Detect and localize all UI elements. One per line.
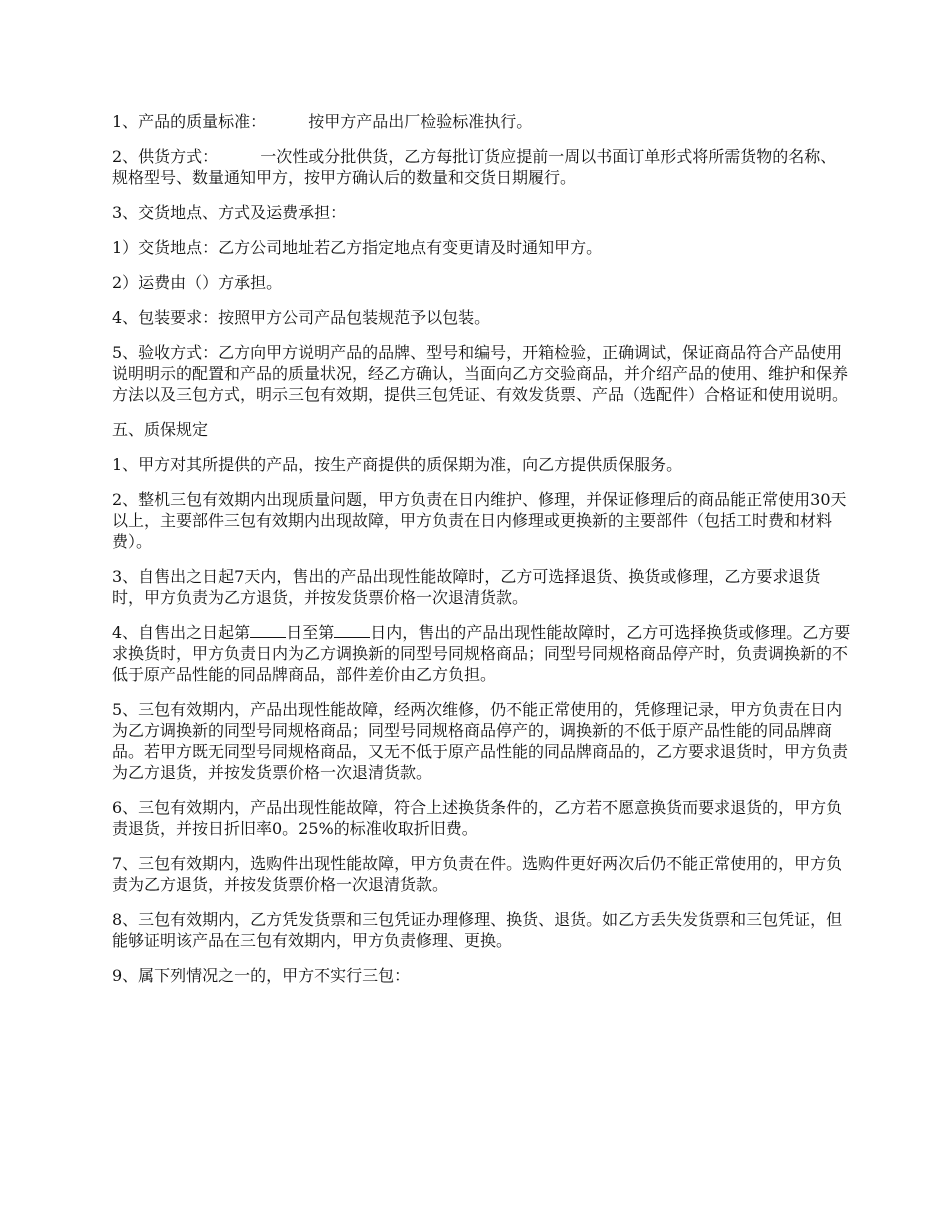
warranty-clause-7: 7、三包有效期内，选购件出现性能故障，甲方负责在件。选购件更好两次后仍不能正常使用的，甲方负责为乙方退货，并按发货票价格一次退清货款。 <box>112 854 843 894</box>
clause-text: 按甲方产品出厂检验标准执行。 <box>308 112 533 131</box>
clause-freight: 2）运费由（）方承担。 <box>112 273 283 292</box>
clause-label: 2、供货方式： <box>112 147 219 166</box>
clause-packaging: 4、包装要求：按照甲方公司产品包装规范予以包装。 <box>112 308 491 327</box>
clause-quality-standard <box>112 111 852 132</box>
clause-supply-method <box>112 146 852 188</box>
warranty-clause-6: 6、三包有效期内，产品出现性能故障，符合上述换货条件的，乙方若不愿意换货而要求退货的，甲方负责退货，并按日折旧率0。25%的标准收取折旧费。 <box>112 798 843 838</box>
warranty-clause-4 <box>112 622 852 685</box>
clause-text: 日至第 <box>286 623 335 642</box>
clause-delivery-heading: 3、交货地点、方式及运费承担： <box>112 203 347 222</box>
warranty-clause-5: 5、三包有效期内，产品出现性能故障，经两次维修，仍不能正常使用的，凭修理记录，甲方负责在日内为乙方调换新的同型号同规格商品；同型号同规格商品停产的，调换新的不低于原产品性能的同品牌商品。若甲方既无同型号同规格商品，又无不低于原产品性能的同品牌商品的，乙方要求退货时，甲方负责为乙方退货，并按发货票价格一次退清货款。 <box>112 700 849 782</box>
document-page <box>112 111 852 1000</box>
clause-delivery-location: 1）交货地点：乙方公司地址若乙方指定地点有变更请及时通知甲方。 <box>112 238 603 257</box>
section-heading-warranty: 五、质保规定 <box>112 420 209 439</box>
warranty-clause-9: 9、属下列情况之一的，甲方不实行三包： <box>112 966 411 985</box>
clause-text: 一次性或分批供货，乙方每批订货应提前一周以书面订单形式将所需货物的名称、规格型号、数量通知甲方，按甲方确认后的数量和交货日期履行。 <box>112 147 837 187</box>
warranty-clause-1: 1、甲方对其所提供的产品，按生产商提供的质保期为准，向乙方提供质保服务。 <box>112 455 683 474</box>
blank-field <box>334 623 370 638</box>
clause-text: 日内，售出的产品出现性能故障时，乙方可选择换货或修理。乙方要求换货时，甲方负责日内为乙方调换新的同型号同规格商品；同型号同规格商品停产时，负责调换新的不低于原产品性能的同品牌商品，部件差价由乙方负担。 <box>112 623 851 684</box>
warranty-clause-3: 3、自售出之日起7天内，售出的产品出现性能故障时，乙方可选择退货、换货或修理，乙方要求退货时，甲方负责为乙方退货，并按发货票价格一次退清货款。 <box>112 567 821 607</box>
clause-label: 1、产品的质量标准： <box>112 112 267 131</box>
warranty-clause-8: 8、三包有效期内，乙方凭发货票和三包凭证办理修理、换货、退货。如乙方丢失发货票和三包凭证，但能够证明该产品在三包有效期内，甲方负责修理、更换。 <box>112 910 843 950</box>
clause-acceptance: 5、验收方式：乙方向甲方说明产品的品牌、型号和编号，开箱检验，正确调试，保证商品符合产品使用说明明示的配置和产品的质量状况，经乙方确认，当面向乙方交验商品，并介绍产品的使用、维护和保养方法以及三包方式，明示三包有效期，提供三包凭证、有效发货票、产品（选配件）合格证和使用说明。 <box>112 343 849 404</box>
blank-field <box>250 623 286 638</box>
warranty-clause-2: 2、整机三包有效期内出现质量问题，甲方负责在日内维护、修理，并保证修理后的商品能正常使用30天以上，主要部件三包有效期内出现故障，甲方负责在日内修理或更换新的主要部件（包括工时费和材料费）。 <box>112 490 847 551</box>
clause-text: 4、自售出之日起第 <box>112 623 251 642</box>
